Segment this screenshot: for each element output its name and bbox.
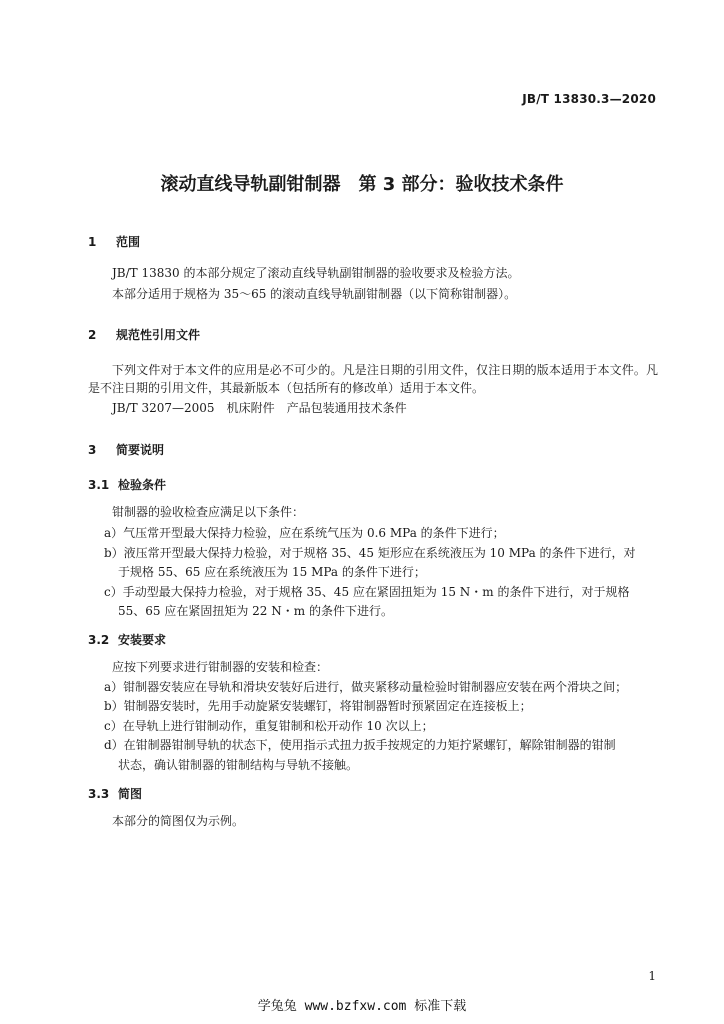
list-item: a）气压常开型最大保持力检验，应在系统气压为 0.6 MPa 的条件下进行；: [104, 526, 505, 540]
normative-reference: JB/T 3207—2005 机床附件 产品包装通用技术条件: [112, 401, 407, 415]
list-item: c）在导轨上进行钳制动作，重复钳制和松开动作 10 次以上；: [104, 719, 434, 733]
paragraph: 应按下列要求进行钳制器的安装和检查：: [112, 660, 329, 674]
section-title: 安装要求: [118, 633, 167, 647]
standard-code: JB/T 13830.3—2020: [522, 92, 656, 106]
section-title: 规范性引用文件: [116, 328, 201, 342]
list-item: b）液压常开型最大保持力检验，对于规格 35、45 矩形应在系统液压为 10 MPa 的条件下进行，对: [104, 546, 636, 560]
document-title: 滚动直线导轨副钳制器 第 3 部分：验收技术条件: [160, 174, 564, 195]
list-item: a）钳制器安装应在导轨和滑块安装好后进行，做夹紧移动量检验时钳制器应安装在两个滑块之间；: [104, 680, 628, 694]
paragraph: JB/T 13830 的本部分规定了滚动直线导轨副钳制器的验收要求及检验方法。: [112, 266, 520, 280]
section-3-heading: [88, 441, 164, 458]
paragraph: 钳制器的验收检查应满足以下条件：: [112, 505, 305, 519]
section-2-heading: [88, 326, 200, 343]
section-number: 3.1: [88, 478, 110, 492]
section-3-1-heading: [88, 476, 166, 493]
footer-watermark: 学兔兔 www.bzfxw.com 标准下载: [257, 999, 467, 1014]
section-number: 1: [88, 235, 97, 249]
page-number: 1: [648, 969, 656, 983]
section-title: 简图: [118, 787, 143, 801]
section-title: 范围: [116, 235, 141, 249]
list-item-continuation: 于规格 55、65 应在系统液压为 15 MPa 的条件下进行；: [118, 565, 426, 579]
section-number: 2: [88, 328, 97, 342]
section-3-2-heading: [88, 631, 166, 648]
section-3-3-heading: [88, 785, 142, 802]
paragraph: 本部分的简图仅为示例。: [112, 814, 245, 828]
list-item: d）在钳制器钳制导轨的状态下，使用指示式扭力扳手按规定的力矩拧紧螺钉，解除钳制器的钳制: [104, 738, 616, 752]
paragraph: 下列文件对于本文件的应用是必不可少的。凡是注日期的引用文件，仅注日期的版本适用于本文件。凡是不注日期的引用文件，其最新版本（包括所有的修改单）适用于本文件。: [88, 363, 658, 395]
list-item: b）钳制器安装时，先用手动旋紧安装螺钉，将钳制器暂时预紧固定在连接板上；: [104, 699, 532, 713]
list-item-continuation: 状态，确认钳制器的钳制结构与导轨不接触。: [118, 758, 359, 772]
section-number: 3: [88, 443, 97, 457]
list-item: c）手动型最大保持力检验，对于规格 35、45 应在紧固扭矩为 15 N・m 的条件下进行，对于规格: [104, 585, 630, 599]
list-item-continuation: 55、65 应在紧固扭矩为 22 N・m 的条件下进行。: [118, 604, 393, 618]
section-1-heading: [88, 233, 140, 250]
section-number: 3.3: [88, 787, 110, 801]
paragraph: 本部分适用于规格为 35～65 的滚动直线导轨副钳制器（以下简称钳制器）。: [112, 287, 517, 301]
section-title: 简要说明: [116, 443, 165, 457]
section-title: 检验条件: [118, 478, 167, 492]
section-number: 3.2: [88, 633, 110, 647]
